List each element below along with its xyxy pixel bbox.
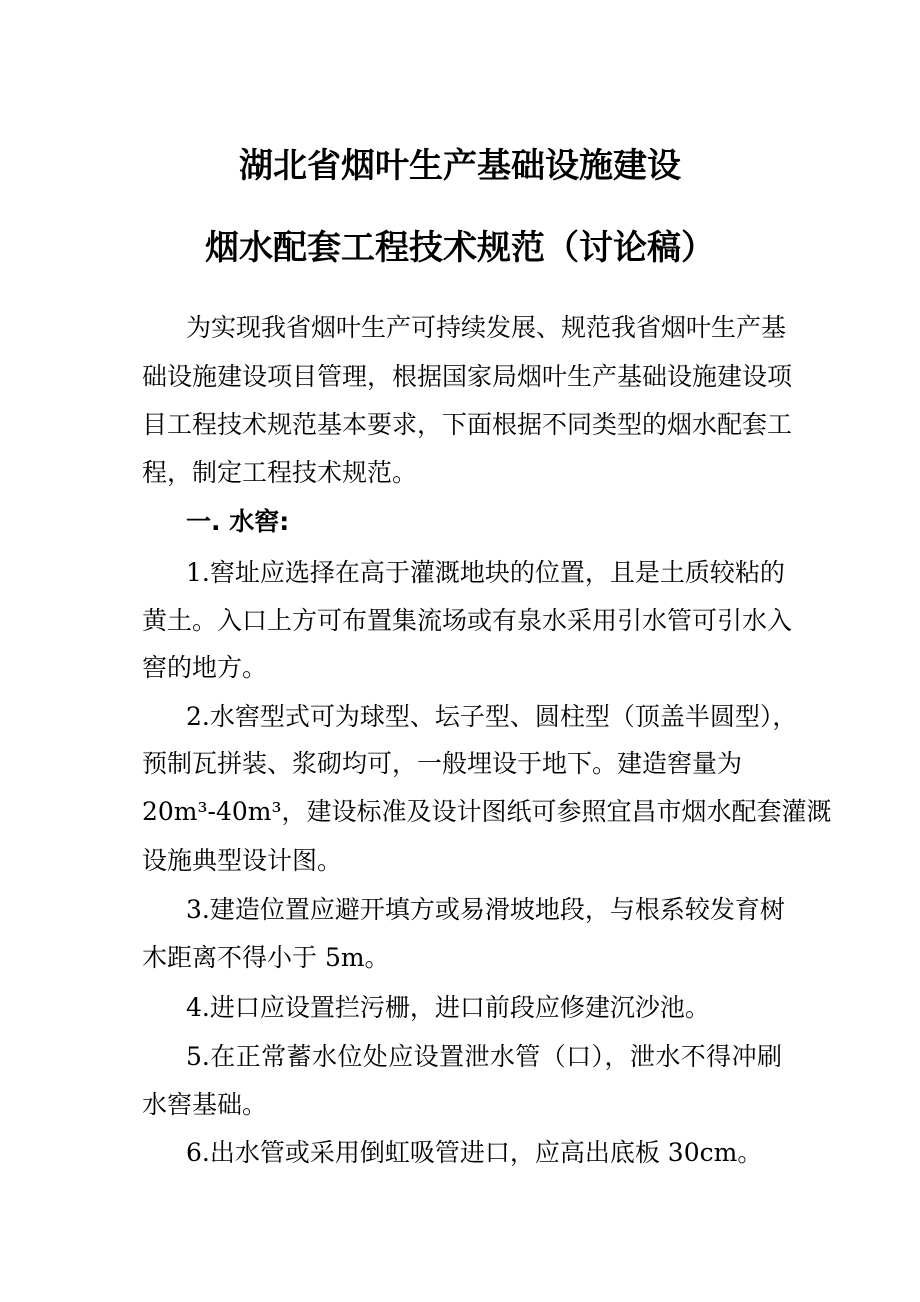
text-line: 4.进口应设置拦污栅，进口前段应修建沉沙池。 [186,993,710,1022]
text-line: 20m³-40m³，建设标准及设计图纸可参照宜昌市烟水配套灌溉 [142,797,832,826]
text-line: 设施典型设计图。 [142,846,343,875]
text-line: 5.在正常蓄水位处应设置泄水管（口），泄水不得冲刷 [186,1042,782,1071]
text-line: 1.窖址应选择在高于灌溉地块的位置，且是土质较粘的 [186,558,785,587]
section-heading: 一. 水窖: [186,507,290,536]
document-title-line-1: 湖北省烟叶生产基础设施建设 [239,146,681,186]
text-line: 木距离不得小于 5m。 [142,943,390,972]
text-line: 2.水窖型式可为球型、坛子型、圆柱型（顶盖半圆型）， [186,702,798,731]
text-line: 3.建造位置应避开填方或易滑坡地段，与根系较发育树 [186,895,785,924]
text-line: 窖的地方。 [142,653,268,682]
text-line: 6.出水管或采用倒虹吸管进口，应高出底板 30cm。 [186,1138,763,1167]
text-line: 预制瓦拼装、浆砌均可，一般埋设于地下。建造窖量为 [142,749,743,778]
document-title-line-2: 烟水配套工程技术规范（讨论稿） [205,228,715,268]
text-line: 黄土。入口上方可布置集流场或有泉水采用引水管可引水入 [142,606,793,635]
text-line: 础设施建设项目管理，根据国家局烟叶生产基础设施建设项 [142,362,793,391]
text-line: 水窖基础。 [142,1090,268,1119]
text-line: 程，制定工程技术规范。 [142,458,418,487]
text-line: 目工程技术规范基本要求，下面根据不同类型的烟水配套工 [142,410,793,439]
text-line: 为实现我省烟叶生产可持续发展、规范我省烟叶生产基 [186,313,787,342]
